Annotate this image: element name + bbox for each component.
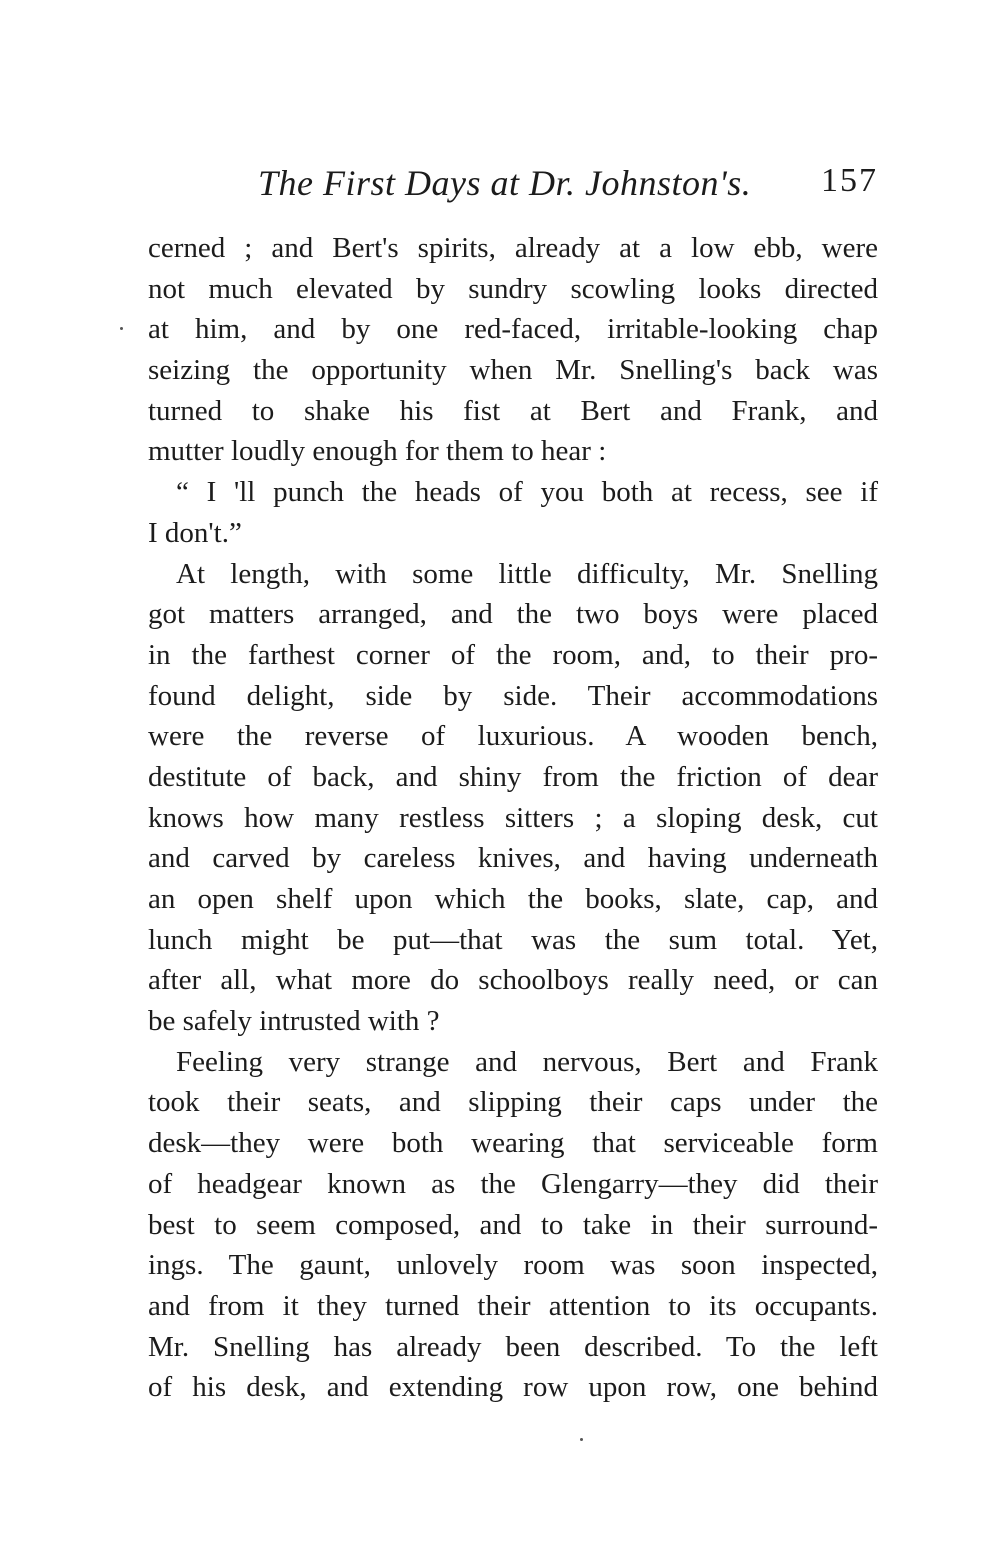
- text-line: and carved by careless knives, and having underneath: [148, 842, 878, 875]
- text-line: destitute of back, and shiny from the friction of dear: [148, 760, 878, 793]
- text-line: and from it they turned their attention to its occupants.: [148, 1289, 878, 1322]
- scan-speck: [580, 1438, 583, 1441]
- text-line: Mr. Snelling has already been described. To the left: [148, 1330, 878, 1363]
- text-line: after all, what more do schoolboys really need, or can: [148, 964, 878, 997]
- text-line: mutter loudly enough for them to hear :: [148, 435, 607, 468]
- text-line: were the reverse of luxurious. A wooden bench,: [148, 720, 878, 753]
- text-line: turned to shake his fist at Bert and Frank, and: [148, 394, 878, 427]
- text-line: not much elevated by sundry scowling looks directed: [148, 272, 878, 305]
- text-line: found delight, side by side. Their accommodations: [148, 679, 878, 712]
- text-line: I don't.”: [148, 516, 242, 549]
- page-number: 157: [821, 162, 878, 199]
- text-line: cerned ; and Bert's spirits, already at a low ebb, were: [148, 232, 878, 264]
- text-line: in the farthest corner of the room, and, to their pro-: [148, 638, 878, 671]
- text-line: of his desk, and extending row upon row, one behind: [148, 1371, 878, 1404]
- text-line: seizing the opportunity when Mr. Snelling's back was: [148, 354, 878, 387]
- text-line: took their seats, and slipping their caps under the: [148, 1086, 878, 1119]
- text-line: of headgear known as the Glengarry—they did their: [148, 1167, 878, 1200]
- text-line: lunch might be put—that was the sum total. Yet,: [148, 923, 878, 956]
- body-text: [148, 228, 878, 1408]
- page-header: [148, 162, 878, 212]
- text-line: “ I 'll punch the heads of you both at recess, see if: [176, 476, 878, 509]
- text-line: ings. The gaunt, unlovely room was soon inspected,: [148, 1249, 878, 1282]
- text-line: knows how many restless sitters ; a sloping desk, cut: [148, 801, 878, 834]
- text-line: At length, with some little difficulty, Mr. Snelling: [176, 557, 878, 590]
- running-title: The First Days at Dr. Johnston's.: [258, 163, 752, 203]
- text-line: got matters arranged, and the two boys were placed: [148, 598, 878, 631]
- scan-speck: [120, 327, 123, 330]
- text-line: at him, and by one red-faced, irritable-looking chap: [148, 313, 878, 346]
- text-line: be safely intrusted with ?: [148, 1005, 440, 1038]
- text-line: best to seem composed, and to take in their surround-: [148, 1208, 878, 1241]
- text-line: Feeling very strange and nervous, Bert and Frank: [176, 1045, 878, 1078]
- text-line: desk—they were both wearing that serviceable form: [148, 1127, 878, 1160]
- text-line: an open shelf upon which the books, slate, cap, and: [148, 883, 878, 915]
